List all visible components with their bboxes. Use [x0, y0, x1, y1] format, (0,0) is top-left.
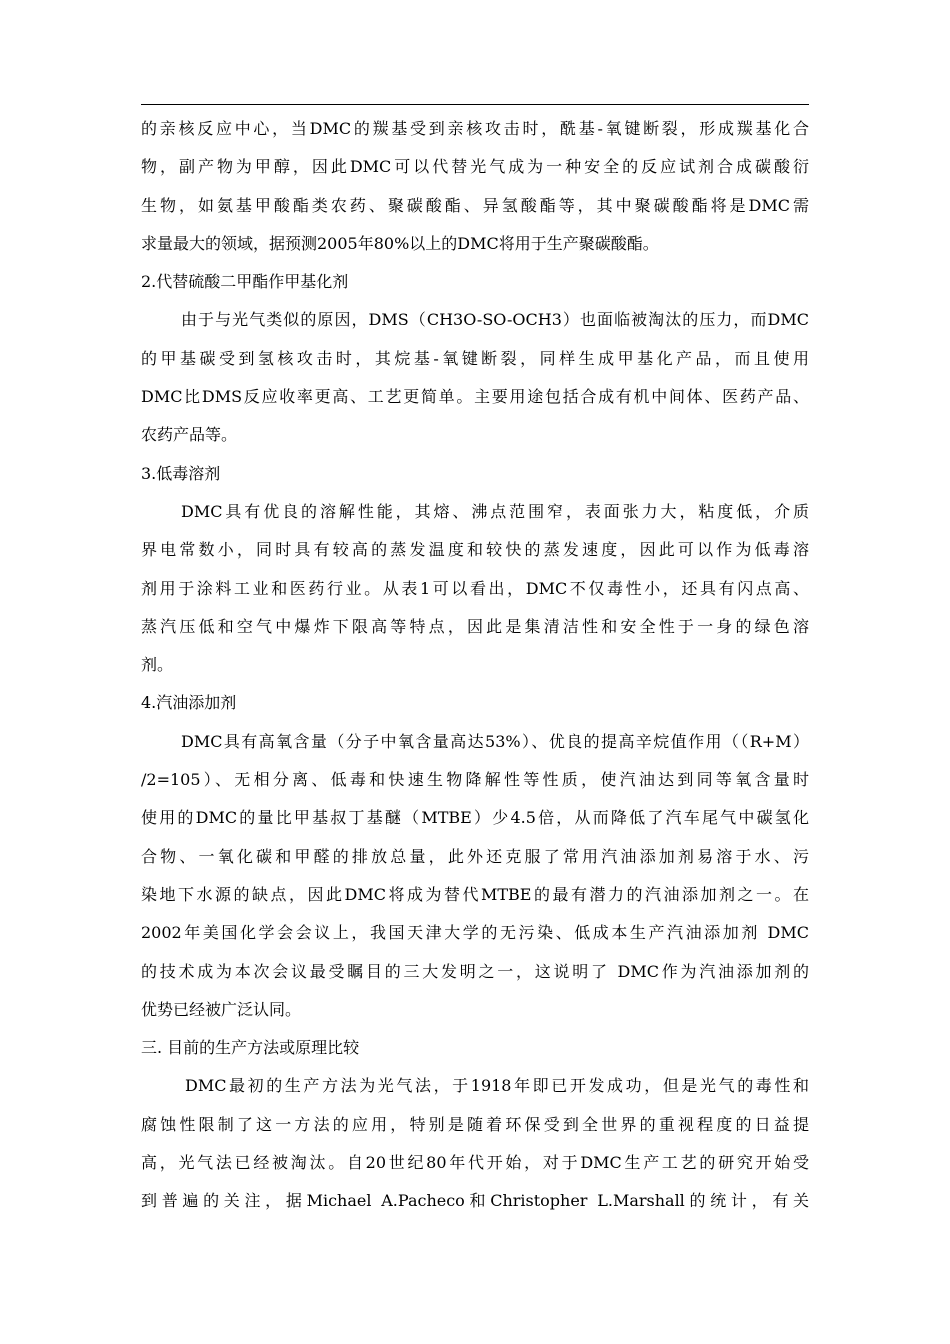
- text-line: 染地下水源的缺点，因此DMC将成为替代MTBE的最有潜力的汽油添加剂之一。在: [141, 884, 809, 904]
- text-line: 物，副产物为甲醇，因此DMC可以代替光气成为一种安全的反应试剂合成碳酸衍: [141, 157, 809, 177]
- section-heading: 3.低毒溶剂: [141, 463, 221, 483]
- text-line: 优势已经被广泛认同。: [141, 999, 302, 1019]
- section-heading: 4.汽油添加剂: [141, 693, 237, 713]
- text-line: 使用的DMC的量比甲基叔丁基醚（MTBE）少4.5倍，从而降低了汽车尾气中碳氢化: [141, 808, 809, 828]
- text-line: 生物，如氨基甲酸酯类农药、聚碳酸酯、异氢酸酯等，其中聚碳酸酯将是DMC需: [141, 195, 809, 215]
- text-line: 到普遍的关注，据Michael A.Pacheco和Christopher L.Marshall的统计，有关: [141, 1191, 809, 1211]
- text-line: 的亲核反应中心，当DMC的羰基受到亲核攻击时，酰基-氧键断裂，形成羰基化合: [141, 119, 809, 138]
- text-line: 农药产品等。: [141, 425, 238, 445]
- text-line: 2002年美国化学会会议上，我国天津大学的无污染、低成本生产汽油添加剂 DMC: [141, 923, 809, 943]
- section-heading: 三. 目前的生产方法或原理比较: [141, 1038, 360, 1058]
- text-line: 的甲基碳受到氢核攻击时，其烷基-氧键断裂，同样生成甲基化产品，而且使用: [141, 348, 809, 368]
- text-line: 剂用于涂料工业和医药行业。从表1可以看出，DMC不仅毒性小，还具有闪点高、: [141, 578, 809, 598]
- text-line: 界电常数小，同时具有较高的蒸发温度和较快的蒸发速度，因此可以作为低毒溶: [141, 540, 809, 560]
- section-heading: 2.代替硫酸二甲酯作甲基化剂: [141, 272, 349, 292]
- document-body: [141, 110, 809, 1221]
- text-line: DMC比DMS反应收率更高、工艺更简单。主要用途包括合成有机中间体、医药产品、: [141, 387, 809, 407]
- text-line: 由于与光气类似的原因，DMS（CH3O-SO-OCH3）也面临被淘汰的压力，而DMC: [181, 310, 809, 330]
- text-line: DMC最初的生产方法为光气法，于1918年即已开发成功，但是光气的毒性和: [185, 1076, 809, 1096]
- text-line: 求量最大的领域，据预测2005年80%以上的DMC将用于生产聚碳酸酯。: [141, 233, 659, 253]
- text-line: 蒸汽压低和空气中爆炸下限高等特点，因此是集清洁性和安全性于一身的绿色溶: [141, 616, 809, 636]
- text-line: /2=105）、无相分离、低毒和快速生物降解性等性质，使汽油达到同等氧含量时: [141, 770, 809, 790]
- text-line: DMC具有高氧含量（分子中氧含量高达53%）、优良的提高辛烷值作用（（R+M）: [181, 731, 809, 751]
- text-line: 腐蚀性限制了这一方法的应用，特别是随着环保受到全世界的重视程度的日益提: [141, 1114, 809, 1134]
- text-line: DMC具有优良的溶解性能，其熔、沸点范围窄，表面张力大，粘度低，介质: [181, 501, 809, 521]
- text-line: 剂。: [141, 655, 174, 675]
- text-line: 高，光气法已经被淘汰。自20世纪80年代开始，对于DMC生产工艺的研究开始受: [141, 1153, 809, 1173]
- text-line: 的技术成为本次会议最受瞩目的三大发明之一，这说明了 DMC作为汽油添加剂的: [141, 961, 809, 981]
- text-line: 合物、一氧化碳和甲醛的排放总量，此外还克服了常用汽油添加剂易溶于水、污: [141, 846, 809, 866]
- header-rule: [141, 104, 809, 105]
